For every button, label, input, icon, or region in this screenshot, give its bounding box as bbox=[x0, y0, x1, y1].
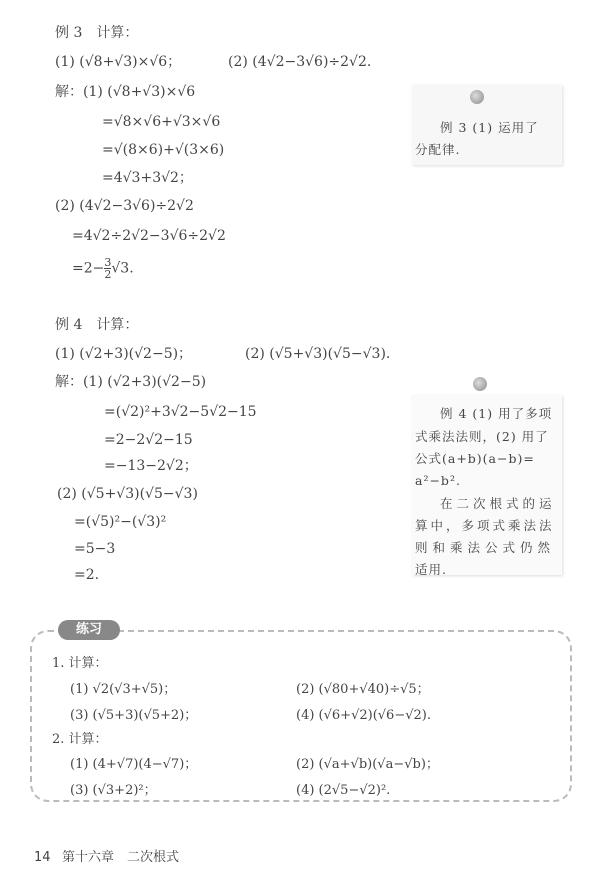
solution-line: =√(8×6)+√(3×6) bbox=[102, 142, 225, 158]
note-marker-icon bbox=[470, 90, 484, 104]
denominator: 2 bbox=[104, 268, 112, 281]
numerator: 3 bbox=[104, 256, 112, 269]
note-text: 则和乘法公式仍然 bbox=[415, 540, 556, 555]
solution-line: =4√3+3√2； bbox=[102, 170, 193, 186]
text: √3. bbox=[111, 260, 134, 277]
note-text: 例 4 (1) 用了多项 bbox=[440, 406, 553, 421]
solution-line: =2. bbox=[74, 567, 100, 583]
exercise-q2-title: 2. 计算： bbox=[52, 732, 108, 747]
chapter-title: 第十六章 二次根式 bbox=[62, 850, 180, 865]
note-text: 在二次根式的运 bbox=[440, 496, 556, 511]
exercise-q1-title: 1. 计算： bbox=[52, 656, 108, 671]
example4-problem-2: (2) (√5+√3)(√5−√3). bbox=[245, 346, 391, 362]
exercise-item: (4) (√6+√2)(√6−√2). bbox=[296, 708, 431, 723]
solution-line: (2) (√5+√3)(√5−√3) bbox=[57, 486, 198, 502]
note-text: 公式(a+b)(a−b)= bbox=[415, 451, 535, 466]
note-text: 算中，多项式乘法法 bbox=[415, 518, 555, 533]
note-text: 适用. bbox=[415, 562, 447, 577]
page-number: 14 bbox=[34, 850, 51, 865]
example4-title: 例 4 计算： bbox=[55, 317, 139, 333]
example3-problem-1: (1) (√8+√3)×√6； bbox=[55, 54, 182, 70]
solution-line: =(√5)²−(√3)² bbox=[74, 514, 167, 530]
exercise-label: 练习 bbox=[58, 620, 120, 640]
note-text: 分配律. bbox=[415, 142, 461, 157]
solution-line bbox=[72, 257, 134, 280]
example4-problem-1: (1) (√2+3)(√2−5)； bbox=[55, 346, 193, 362]
note-text: 例 3 (1) 运用了 bbox=[440, 120, 539, 135]
solution-line: =√8×√6+√3×√6 bbox=[102, 114, 221, 130]
solution-line: =2−2√2−15 bbox=[104, 432, 193, 448]
solution-line: (2) (4√2−3√6)÷2√2 bbox=[55, 198, 194, 214]
solution-line: 解：(1) (√2+3)(√2−5) bbox=[55, 374, 207, 390]
solution-line: =(√2)²+3√2−5√2−15 bbox=[104, 404, 257, 420]
note-text: a²−b². bbox=[415, 473, 461, 488]
example3-problem-2: (2) (4√2−3√6)÷2√2. bbox=[228, 54, 372, 70]
solution-line: =−13−2√2； bbox=[104, 458, 198, 474]
exercise-item: (3) (√3+2)²； bbox=[70, 783, 157, 798]
exercise-item: (2) (√80+√40)÷√5； bbox=[296, 682, 430, 697]
exercise-item: (4) (2√5−√2)². bbox=[296, 783, 391, 798]
solution-line: =5−3 bbox=[74, 541, 116, 557]
text: =2− bbox=[72, 260, 105, 277]
exercise-item: (3) (√5+3)(√5+2)； bbox=[70, 708, 198, 723]
exercise-item: (1) (4+√7)(4−√7)； bbox=[70, 757, 198, 772]
solution-line: 解：(1) (√8+√3)×√6 bbox=[55, 84, 196, 100]
exercise-item: (1) √2(√3+√5)； bbox=[70, 682, 177, 697]
exercise-item: (2) (√a+√b)(√a−√b)； bbox=[296, 757, 439, 772]
note-text: 式乘法法则，(2) 用了 bbox=[415, 429, 549, 444]
solution-line: =4√2÷2√2−3√6÷2√2 bbox=[72, 228, 226, 244]
example3-title: 例 3 计算： bbox=[55, 25, 139, 41]
note-marker-icon bbox=[473, 377, 487, 391]
